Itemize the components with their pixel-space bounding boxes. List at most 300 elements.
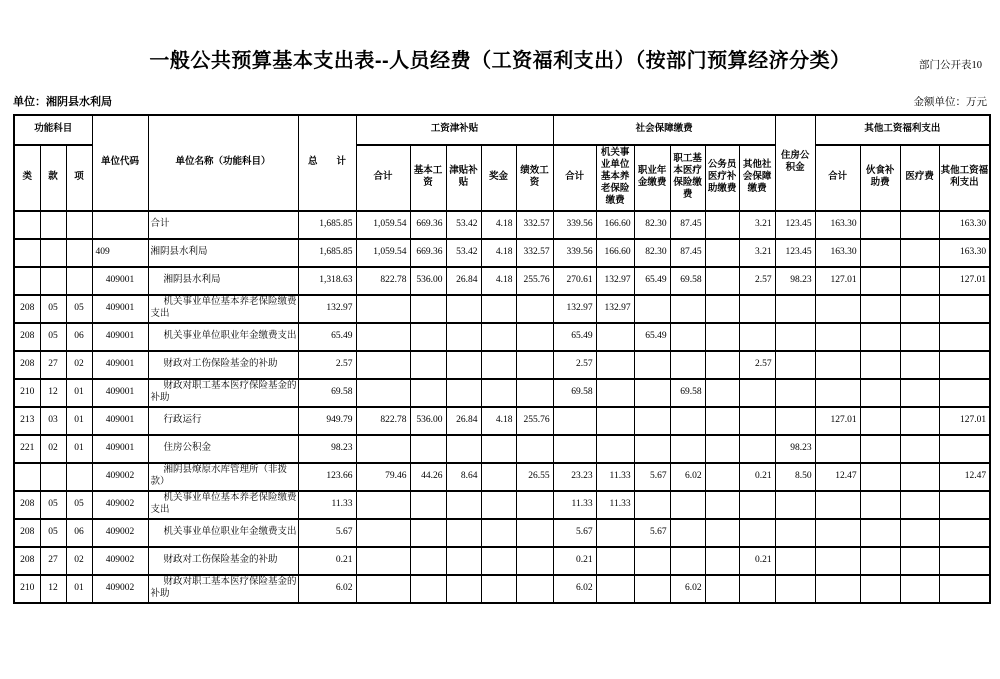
- cell-medical-fee: [900, 379, 939, 407]
- cell-performance-wage: [516, 547, 553, 575]
- cell-grand-total: 98.23: [298, 435, 356, 463]
- header-civil-medical: 公务员医疗补助缴费: [705, 145, 739, 211]
- cell-bonus: [481, 351, 516, 379]
- cell-housing-fund: [775, 547, 815, 575]
- cell-social-total: 69.58: [553, 379, 596, 407]
- cell-other-total: 163.30: [815, 239, 860, 267]
- cell-base-wage: 44.26: [410, 463, 446, 491]
- cell-wage-total: [356, 351, 410, 379]
- cell-performance-wage: 26.55: [516, 463, 553, 491]
- cell-medical-fee: [900, 435, 939, 463]
- cell-other-social: [739, 379, 775, 407]
- cell-civil-medical: [705, 323, 739, 351]
- cell-bonus: 4.18: [481, 267, 516, 295]
- cell-other-welfare: [939, 351, 990, 379]
- cell-unit-code: 409001: [92, 267, 148, 295]
- cell-grand-total: 123.66: [298, 463, 356, 491]
- amount-unit-label: 金额单位：万元: [913, 97, 987, 108]
- cell-unit-name: 合计: [148, 211, 298, 239]
- meta-row: [13, 93, 987, 109]
- cell-social-total: [553, 435, 596, 463]
- cell-other-welfare: 163.30: [939, 211, 990, 239]
- cell-meal-subsidy: [860, 211, 900, 239]
- cell-pension: 166.60: [596, 211, 634, 239]
- cell-wage-total: [356, 575, 410, 603]
- table-body: [14, 211, 990, 603]
- cell-unit-code: 409001: [92, 435, 148, 463]
- cell-civil-medical: [705, 267, 739, 295]
- cell-other-total: [815, 295, 860, 323]
- cell-medical-fee: [900, 267, 939, 295]
- cell-meal-subsidy: [860, 575, 900, 603]
- cell-employee-medical: [670, 519, 705, 547]
- table-row: [14, 519, 990, 547]
- cell-housing-fund: [775, 407, 815, 435]
- cell-allowance: 53.42: [446, 239, 481, 267]
- cell-base-wage: 669.36: [410, 239, 446, 267]
- cell-employee-medical: 69.58: [670, 379, 705, 407]
- cell-civil-medical: [705, 295, 739, 323]
- cell-employee-medical: [670, 323, 705, 351]
- cell-social-total: 0.21: [553, 547, 596, 575]
- cell-func-class: 208: [14, 491, 40, 519]
- cell-annuity: [634, 547, 670, 575]
- cell-civil-medical: [705, 379, 739, 407]
- cell-base-wage: [410, 351, 446, 379]
- header-bonus: 奖金: [481, 145, 516, 211]
- cell-pension: 166.60: [596, 239, 634, 267]
- cell-other-welfare: [939, 323, 990, 351]
- cell-other-welfare: 12.47: [939, 463, 990, 491]
- cell-grand-total: 69.58: [298, 379, 356, 407]
- cell-func-class: [14, 239, 40, 267]
- cell-medical-fee: [900, 575, 939, 603]
- cell-annuity: [634, 351, 670, 379]
- header-allowance: 津贴补贴: [446, 145, 481, 211]
- cell-unit-name: 机关事业单位职业年金缴费支出: [148, 519, 298, 547]
- cell-pension: [596, 547, 634, 575]
- header-func-group: 功能科目: [14, 115, 92, 145]
- cell-other-welfare: [939, 379, 990, 407]
- cell-unit-code: 409002: [92, 547, 148, 575]
- cell-func-section: 05: [40, 491, 66, 519]
- cell-func-section: [40, 239, 66, 267]
- cell-unit-name: 机关事业单位基本养老保险缴费支出: [148, 295, 298, 323]
- cell-grand-total: 1,685.85: [298, 239, 356, 267]
- cell-unit-name: 机关事业单位职业年金缴费支出: [148, 323, 298, 351]
- cell-other-total: 127.01: [815, 407, 860, 435]
- header-unit-code: 单位代码: [92, 115, 148, 211]
- table-row: [14, 435, 990, 463]
- cell-medical-fee: [900, 211, 939, 239]
- cell-other-social: 3.21: [739, 211, 775, 239]
- header-annuity: 职业年金缴费: [634, 145, 670, 211]
- cell-employee-medical: [670, 547, 705, 575]
- cell-other-welfare: [939, 491, 990, 519]
- cell-unit-name: 财政对工伤保险基金的补助: [148, 547, 298, 575]
- cell-other-social: 2.57: [739, 351, 775, 379]
- cell-pension: [596, 407, 634, 435]
- cell-annuity: 65.49: [634, 323, 670, 351]
- cell-employee-medical: [670, 295, 705, 323]
- cell-func-class: 208: [14, 351, 40, 379]
- cell-social-total: 270.61: [553, 267, 596, 295]
- cell-bonus: 4.18: [481, 211, 516, 239]
- cell-medical-fee: [900, 407, 939, 435]
- cell-housing-fund: [775, 519, 815, 547]
- cell-unit-name: 湘阴县水利局: [148, 239, 298, 267]
- cell-func-section: 27: [40, 547, 66, 575]
- cell-social-total: 2.57: [553, 351, 596, 379]
- cell-medical-fee: [900, 491, 939, 519]
- cell-func-section: 05: [40, 519, 66, 547]
- cell-func-class: 210: [14, 379, 40, 407]
- cell-base-wage: [410, 323, 446, 351]
- cell-other-welfare: [939, 519, 990, 547]
- cell-performance-wage: [516, 323, 553, 351]
- cell-allowance: [446, 295, 481, 323]
- cell-unit-code: 409: [92, 239, 148, 267]
- cell-grand-total: 1,685.85: [298, 211, 356, 239]
- cell-func-item: 06: [66, 323, 92, 351]
- cell-func-item: 01: [66, 407, 92, 435]
- header-employee-medical: 职工基本医疗保险缴费: [670, 145, 705, 211]
- cell-wage-total: [356, 547, 410, 575]
- table-row: [14, 547, 990, 575]
- cell-housing-fund: [775, 295, 815, 323]
- cell-pension: [596, 351, 634, 379]
- cell-employee-medical: 87.45: [670, 239, 705, 267]
- cell-unit-code: 409001: [92, 295, 148, 323]
- cell-housing-fund: 98.23: [775, 267, 815, 295]
- cell-pension: [596, 323, 634, 351]
- cell-base-wage: 536.00: [410, 267, 446, 295]
- cell-base-wage: 536.00: [410, 407, 446, 435]
- cell-func-item: 02: [66, 351, 92, 379]
- cell-other-total: [815, 351, 860, 379]
- cell-bonus: [481, 323, 516, 351]
- cell-performance-wage: [516, 379, 553, 407]
- cell-grand-total: 0.21: [298, 547, 356, 575]
- cell-civil-medical: [705, 351, 739, 379]
- cell-meal-subsidy: [860, 547, 900, 575]
- cell-pension: 132.97: [596, 295, 634, 323]
- cell-func-class: 213: [14, 407, 40, 435]
- cell-annuity: 82.30: [634, 239, 670, 267]
- cell-housing-fund: 98.23: [775, 435, 815, 463]
- cell-civil-medical: [705, 435, 739, 463]
- cell-func-section: [40, 463, 66, 491]
- cell-social-total: 65.49: [553, 323, 596, 351]
- cell-base-wage: [410, 491, 446, 519]
- cell-wage-total: [356, 435, 410, 463]
- cell-wage-total: [356, 323, 410, 351]
- table-row: [14, 267, 990, 295]
- cell-unit-name: 行政运行: [148, 407, 298, 435]
- cell-bonus: [481, 295, 516, 323]
- cell-wage-total: 1,059.54: [356, 239, 410, 267]
- cell-other-welfare: [939, 295, 990, 323]
- cell-other-total: 163.30: [815, 211, 860, 239]
- cell-annuity: 82.30: [634, 211, 670, 239]
- cell-func-section: [40, 267, 66, 295]
- header-performance-wage: 绩效工资: [516, 145, 553, 211]
- cell-annuity: 5.67: [634, 519, 670, 547]
- cell-medical-fee: [900, 239, 939, 267]
- cell-meal-subsidy: [860, 491, 900, 519]
- cell-performance-wage: [516, 491, 553, 519]
- cell-unit-code: [92, 211, 148, 239]
- cell-unit-code: 409002: [92, 519, 148, 547]
- cell-meal-subsidy: [860, 435, 900, 463]
- cell-func-item: [66, 267, 92, 295]
- cell-meal-subsidy: [860, 267, 900, 295]
- page-title: 一般公共预算基本支出表--人员经费（工资福利支出）（按部门预算经济分类）: [149, 50, 851, 72]
- cell-other-social: [739, 491, 775, 519]
- cell-other-total: [815, 575, 860, 603]
- header-func-section: 款: [40, 145, 66, 211]
- cell-pension: [596, 435, 634, 463]
- cell-func-section: 05: [40, 323, 66, 351]
- cell-func-section: 03: [40, 407, 66, 435]
- header-housing-fund: 住房公积金: [775, 115, 815, 211]
- cell-annuity: 5.67: [634, 463, 670, 491]
- cell-performance-wage: 332.57: [516, 211, 553, 239]
- cell-bonus: 4.18: [481, 407, 516, 435]
- cell-bonus: [481, 519, 516, 547]
- cell-allowance: 8.64: [446, 463, 481, 491]
- cell-grand-total: 132.97: [298, 295, 356, 323]
- header-other-group: 其他工资福利支出: [815, 115, 990, 145]
- cell-medical-fee: [900, 351, 939, 379]
- cell-func-section: 05: [40, 295, 66, 323]
- cell-func-class: [14, 267, 40, 295]
- cell-civil-medical: [705, 239, 739, 267]
- cell-performance-wage: [516, 575, 553, 603]
- corner-label: 部门公开表10: [919, 60, 982, 71]
- cell-performance-wage: [516, 351, 553, 379]
- cell-func-item: 02: [66, 547, 92, 575]
- cell-pension: [596, 379, 634, 407]
- cell-other-social: [739, 407, 775, 435]
- cell-social-total: 6.02: [553, 575, 596, 603]
- cell-social-total: 339.56: [553, 211, 596, 239]
- cell-meal-subsidy: [860, 351, 900, 379]
- cell-bonus: [481, 575, 516, 603]
- budget-table: [13, 114, 991, 604]
- cell-other-social: [739, 323, 775, 351]
- cell-medical-fee: [900, 547, 939, 575]
- cell-annuity: [634, 295, 670, 323]
- cell-unit-name: 财政对职工基本医疗保险基金的补助: [148, 575, 298, 603]
- cell-func-class: 210: [14, 575, 40, 603]
- cell-social-total: 339.56: [553, 239, 596, 267]
- cell-func-section: 12: [40, 575, 66, 603]
- cell-other-welfare: [939, 575, 990, 603]
- cell-func-item: [66, 463, 92, 491]
- cell-other-welfare: 127.01: [939, 267, 990, 295]
- header-meal-subsidy: 伙食补助费: [860, 145, 900, 211]
- cell-func-item: 05: [66, 295, 92, 323]
- table-row: [14, 295, 990, 323]
- cell-pension: 11.33: [596, 491, 634, 519]
- cell-performance-wage: [516, 295, 553, 323]
- cell-other-welfare: [939, 547, 990, 575]
- cell-social-total: 11.33: [553, 491, 596, 519]
- cell-unit-name: 机关事业单位基本养老保险缴费支出: [148, 491, 298, 519]
- cell-meal-subsidy: [860, 295, 900, 323]
- cell-civil-medical: [705, 491, 739, 519]
- cell-other-total: [815, 435, 860, 463]
- cell-allowance: [446, 519, 481, 547]
- cell-wage-total: 822.78: [356, 267, 410, 295]
- cell-unit-code: 409001: [92, 323, 148, 351]
- cell-func-section: 27: [40, 351, 66, 379]
- header-func-item: 项: [66, 145, 92, 211]
- cell-func-item: 01: [66, 575, 92, 603]
- cell-allowance: [446, 379, 481, 407]
- cell-func-section: 02: [40, 435, 66, 463]
- cell-meal-subsidy: [860, 463, 900, 491]
- table-row: [14, 491, 990, 519]
- cell-other-total: 127.01: [815, 267, 860, 295]
- cell-meal-subsidy: [860, 519, 900, 547]
- table-row: [14, 211, 990, 239]
- cell-allowance: [446, 575, 481, 603]
- cell-pension: [596, 519, 634, 547]
- cell-func-class: 208: [14, 519, 40, 547]
- cell-unit-name: 财政对职工基本医疗保险基金的补助: [148, 379, 298, 407]
- cell-housing-fund: [775, 323, 815, 351]
- cell-grand-total: 1,318.63: [298, 267, 356, 295]
- table-row: [14, 323, 990, 351]
- table-row: [14, 351, 990, 379]
- cell-employee-medical: [670, 435, 705, 463]
- cell-allowance: [446, 323, 481, 351]
- cell-wage-total: [356, 491, 410, 519]
- cell-civil-medical: [705, 211, 739, 239]
- cell-allowance: 26.84: [446, 267, 481, 295]
- cell-other-total: [815, 323, 860, 351]
- cell-unit-name: 湘阴县水利局: [148, 267, 298, 295]
- cell-pension: 132.97: [596, 267, 634, 295]
- cell-social-total: [553, 407, 596, 435]
- cell-meal-subsidy: [860, 407, 900, 435]
- cell-housing-fund: [775, 351, 815, 379]
- cell-func-item: 01: [66, 379, 92, 407]
- cell-grand-total: 65.49: [298, 323, 356, 351]
- cell-annuity: [634, 407, 670, 435]
- cell-housing-fund: [775, 575, 815, 603]
- cell-wage-total: 822.78: [356, 407, 410, 435]
- cell-performance-wage: [516, 519, 553, 547]
- cell-other-welfare: [939, 435, 990, 463]
- cell-grand-total: 6.02: [298, 575, 356, 603]
- cell-base-wage: [410, 435, 446, 463]
- cell-base-wage: [410, 547, 446, 575]
- cell-unit-name: 湘阴县燎原水库管理所（非拨款）: [148, 463, 298, 491]
- cell-base-wage: 669.36: [410, 211, 446, 239]
- cell-employee-medical: 69.58: [670, 267, 705, 295]
- cell-func-class: 208: [14, 295, 40, 323]
- cell-unit-code: 409002: [92, 491, 148, 519]
- cell-other-social: [739, 519, 775, 547]
- cell-other-welfare: 127.01: [939, 407, 990, 435]
- cell-func-item: 05: [66, 491, 92, 519]
- cell-other-social: 0.21: [739, 463, 775, 491]
- cell-allowance: [446, 547, 481, 575]
- unit-label: 单位：湘阴县水利局: [13, 96, 112, 108]
- cell-func-item: 01: [66, 435, 92, 463]
- cell-other-social: 2.57: [739, 267, 775, 295]
- cell-allowance: 53.42: [446, 211, 481, 239]
- cell-medical-fee: [900, 323, 939, 351]
- cell-func-class: 221: [14, 435, 40, 463]
- cell-performance-wage: 255.76: [516, 267, 553, 295]
- cell-bonus: 4.18: [481, 239, 516, 267]
- cell-employee-medical: 6.02: [670, 463, 705, 491]
- cell-wage-total: 79.46: [356, 463, 410, 491]
- cell-allowance: [446, 351, 481, 379]
- cell-other-welfare: 163.30: [939, 239, 990, 267]
- cell-annuity: [634, 435, 670, 463]
- cell-employee-medical: [670, 407, 705, 435]
- cell-housing-fund: [775, 491, 815, 519]
- cell-medical-fee: [900, 295, 939, 323]
- cell-civil-medical: [705, 407, 739, 435]
- cell-civil-medical: [705, 575, 739, 603]
- cell-employee-medical: [670, 491, 705, 519]
- cell-func-class: 208: [14, 323, 40, 351]
- header-unit-name: 单位名称（功能科目）: [148, 115, 298, 211]
- table-row: [14, 575, 990, 603]
- cell-grand-total: 5.67: [298, 519, 356, 547]
- cell-other-total: 12.47: [815, 463, 860, 491]
- cell-unit-code: 409002: [92, 463, 148, 491]
- cell-housing-fund: [775, 379, 815, 407]
- cell-func-class: [14, 463, 40, 491]
- cell-other-total: [815, 519, 860, 547]
- header-base-wage: 基本工资: [410, 145, 446, 211]
- cell-pension: [596, 575, 634, 603]
- cell-other-social: 3.21: [739, 239, 775, 267]
- cell-meal-subsidy: [860, 379, 900, 407]
- budget-sheet: [0, 44, 1000, 604]
- cell-annuity: [634, 491, 670, 519]
- header-wage-total: 合计: [356, 145, 410, 211]
- cell-performance-wage: [516, 435, 553, 463]
- cell-allowance: [446, 491, 481, 519]
- header-wage-group: 工资津补贴: [356, 115, 553, 145]
- cell-performance-wage: 332.57: [516, 239, 553, 267]
- cell-func-item: 06: [66, 519, 92, 547]
- header-other-welfare: 其他工资福利支出: [939, 145, 990, 211]
- cell-bonus: [481, 435, 516, 463]
- cell-annuity: 65.49: [634, 267, 670, 295]
- cell-other-social: 0.21: [739, 547, 775, 575]
- cell-social-total: 132.97: [553, 295, 596, 323]
- cell-unit-code: 409001: [92, 351, 148, 379]
- cell-base-wage: [410, 519, 446, 547]
- cell-unit-name: 财政对工伤保险基金的补助: [148, 351, 298, 379]
- table-row: [14, 407, 990, 435]
- cell-performance-wage: 255.76: [516, 407, 553, 435]
- header-social-group: 社会保障缴费: [553, 115, 775, 145]
- cell-employee-medical: 6.02: [670, 575, 705, 603]
- cell-wage-total: [356, 295, 410, 323]
- cell-other-total: [815, 379, 860, 407]
- cell-unit-code: 409001: [92, 407, 148, 435]
